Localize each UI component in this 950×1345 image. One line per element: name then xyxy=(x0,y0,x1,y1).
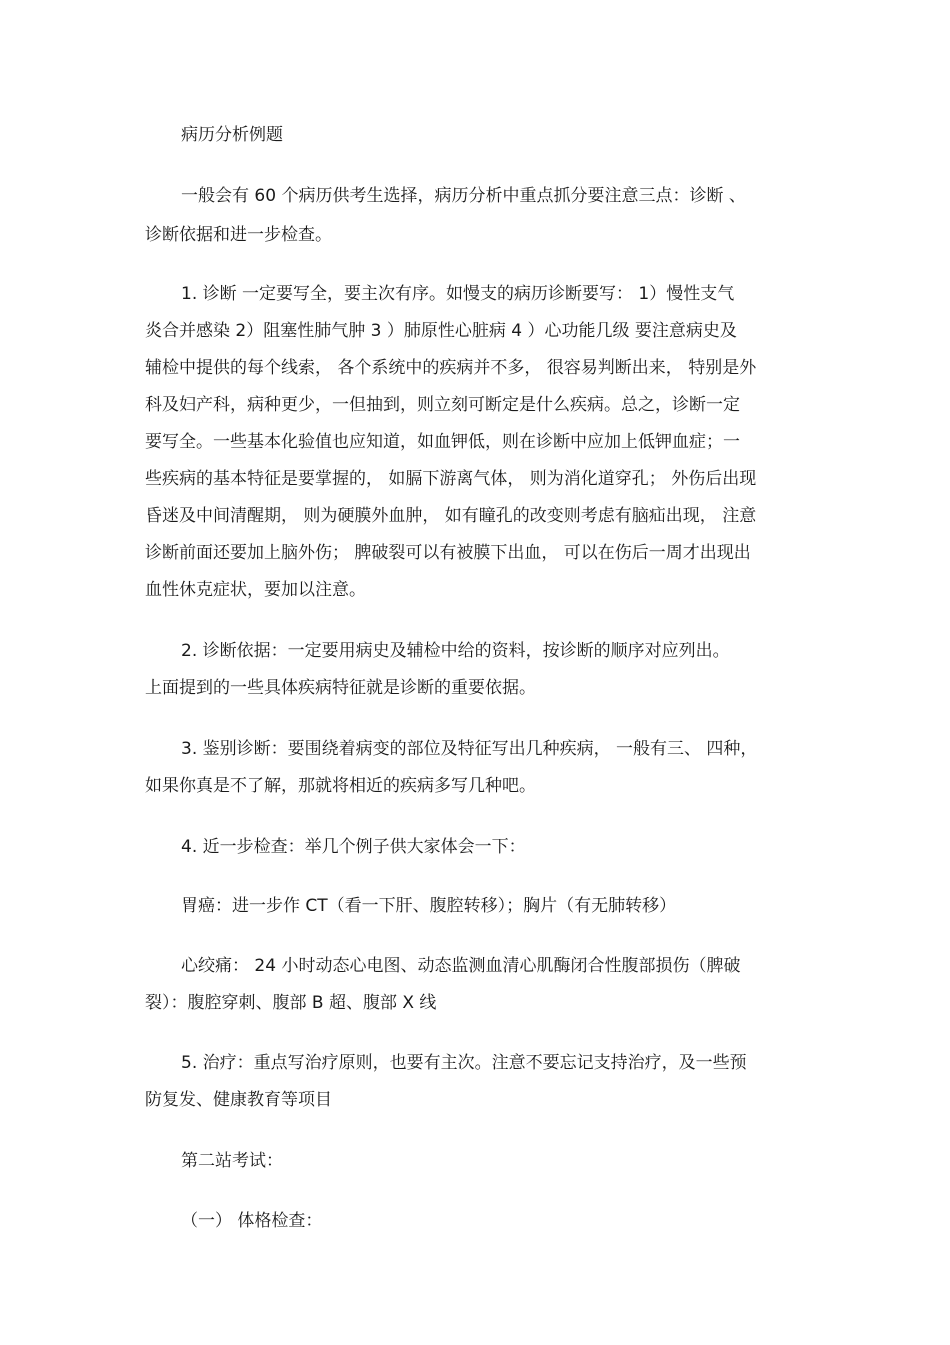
paragraph-line: 辅检中提供的每个线索， 各个系统中的疾病并不多， 很容易判断出来， 特别是外 xyxy=(145,358,757,378)
paragraph-line: 上面提到的一些具体疾病特征就是诊断的重要依据。 xyxy=(145,678,536,698)
paragraph-line: 防复发、健康教育等项目 xyxy=(145,1090,332,1110)
paragraph-line: 诊断前面还要加上脑外伤； 脾破裂可以有被膜下出血， 可以在伤后一周才出现出 xyxy=(145,543,751,563)
document-title: 病历分析例题 xyxy=(181,125,283,145)
paragraph-line: 2. 诊断依据：一定要用病史及辅检中给的资料，按诊断的顺序对应列出。 xyxy=(181,641,730,661)
paragraph-line: 些疾病的基本特征是要掌握的， 如膈下游离气体， 则为消化道穿孔； 外伤后出现 xyxy=(145,469,757,489)
paragraph-line: 3. 鉴别诊断：要围绕着病变的部位及特征写出几种疾病， 一般有三、 四种， xyxy=(181,739,758,759)
paragraph-line: 1. 诊断 一定要写全，要主次有序。如慢支的病历诊断要写： 1）慢性支气 xyxy=(181,284,735,304)
paragraph-line: 裂）：腹腔穿刺、腹部 B 超、腹部 X 线 xyxy=(145,993,437,1013)
paragraph-line: 诊断依据和进一步检查。 xyxy=(145,225,332,245)
section-heading: （一） 体格检查： xyxy=(181,1211,323,1231)
section-heading: 第二站考试： xyxy=(181,1151,283,1171)
paragraph-line: 昏迷及中间清醒期， 则为硬膜外血肿， 如有瞳孔的改变则考虑有脑疝出现， 注意 xyxy=(145,506,757,526)
paragraph-line: 如果你真是不了解，那就将相近的疾病多写几种吧。 xyxy=(145,776,536,796)
paragraph-line: 科及妇产科，病种更少，一但抽到，则立刻可断定是什么疾病。总之，诊断一定 xyxy=(145,395,740,415)
paragraph-line: 5. 治疗：重点写治疗原则，也要有主次。注意不要忘记支持治疗，及一些预 xyxy=(181,1053,747,1073)
paragraph-line: 炎合并感染 2）阻塞性肺气肿 3 ）肺原性心脏病 4 ）心功能几级 要注意病史及 xyxy=(145,321,737,341)
paragraph-line: 4. 近一步检查：举几个例子供大家体会一下： xyxy=(181,837,526,857)
paragraph-line: 胃癌：进一步作 CT（看一下肝、腹腔转移）；胸片（有无肺转移） xyxy=(181,896,677,916)
paragraph-line: 要写全。一些基本化验值也应知道，如血钾低，则在诊断中应加上低钾血症；一 xyxy=(145,432,740,452)
paragraph-line: 心绞痛： 24 小时动态心电图、动态监测血清心肌酶闭合性腹部损伤（脾破 xyxy=(181,956,741,976)
paragraph-line: 一般会有 60 个病历供考生选择，病历分析中重点抓分要注意三点：诊断 、 xyxy=(181,186,746,206)
paragraph-line: 血性休克症状，要加以注意。 xyxy=(145,580,366,600)
